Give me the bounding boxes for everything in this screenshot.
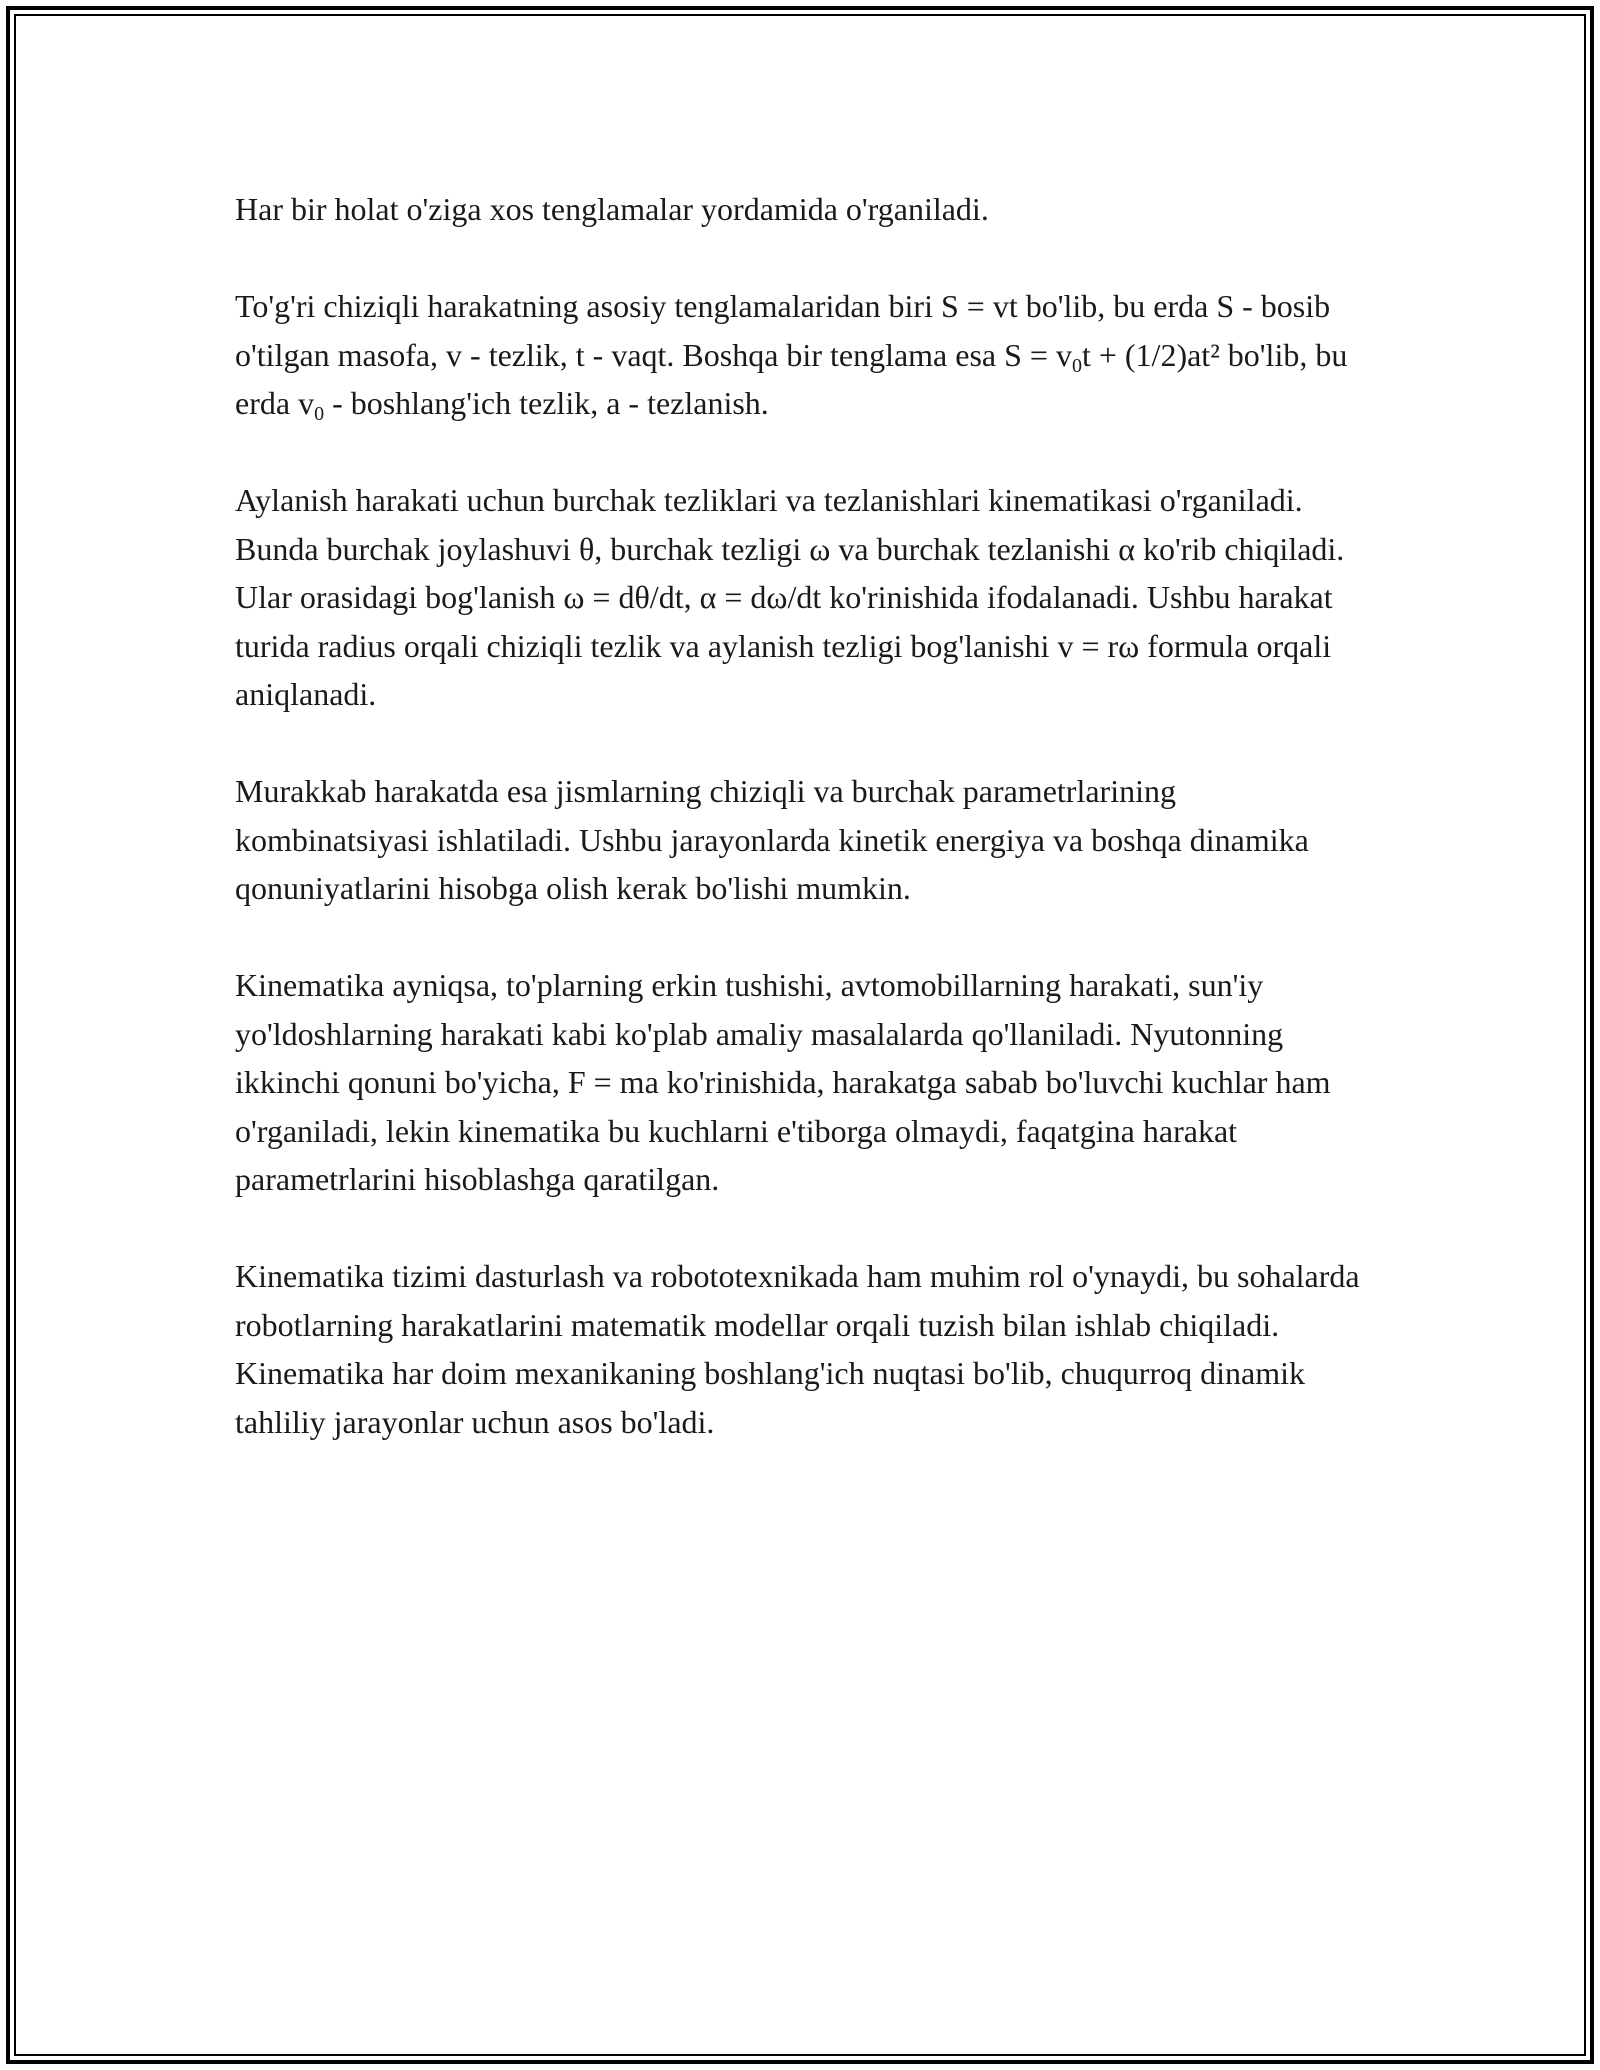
paragraph-rotational-motion: Aylanish harakati uchun burchak tezliklari va tezlanishlari kinematikasi o'rganiladi. Bunda burchak joylashuvi θ, burchak tezligi ω va burchak tezlanishi α ko'rib chiqiladi. Ular orasidagi bog'lanish ω = dθ/dt, α = dω/dt ko'rinishida ifodalanadi. Ushbu harakat turida radius orqali chiziqli tezlik va aylanish tezligi bog'lanishi v = rω formula orqali aniqlanadi. [235, 482, 1345, 712]
paragraph-intro: Har bir holat o'ziga xos tenglamalar yordamida o'rganiladi. [235, 191, 989, 227]
linear-motion-text-2: t + (1/2)at² bo'lib, bu erda v [235, 336, 1348, 421]
subscript-zero: 0 [1071, 354, 1082, 377]
paragraph-complex-motion: Murakkab harakatda esa jismlarning chiziqli va burchak parametrlarining kombinatsiyasi ishlatiladi. Ushbu jarayonlarda kinetik energiya va boshqa dinamika qonuniyatlarini hisobga olish kerak bo'lishi mumkin. [235, 773, 1309, 906]
document-body [235, 185, 1370, 1495]
subscript-zero: 0 [314, 403, 325, 425]
linear-motion-text-1: To'g'ri chiziqli harakatning asosiy tenglamalaridan biri S = vt bo'lib, bu erda S - bosib o'tilgan masofa, v - tezlik, t - vaqt. Boshqa bir tenglama esa S = v [235, 288, 1331, 373]
linear-motion-text-3: - boshlang'ich tezlik, a - tezlanish. [324, 385, 769, 421]
paragraph-linear-motion [235, 282, 1370, 428]
paragraph-applications: Kinematika ayniqsa, to'plarning erkin tushishi, avtomobillarning harakati, sun'iy yo'ldoshlarning harakati kabi ko'plab amaliy masalalarda qo'llaniladi. Nyutonning ikkinchi qonuni bo'yicha, F = ma ko'rinishida, harakatga sabab bo'luvchi kuchlar ham o'rganiladi, lekin kinematika bu kuchlarni e'tiborga olmaydi, faqatgina harakat parametrlarini hisoblashga qaratilgan. [235, 967, 1331, 1197]
paragraph-robotics: Kinematika tizimi dasturlash va robototexnikada ham muhim rol o'ynaydi, bu sohalarda robotlarning harakatlarini matematik modellar orqali tuzish bilan ishlab chiqiladi. Kinematika har doim mexanikaning boshlang'ich nuqtasi bo'lib, chuqurroq dinamik tahliliy jarayonlar uchun asos bo'ladi. [235, 1258, 1360, 1440]
